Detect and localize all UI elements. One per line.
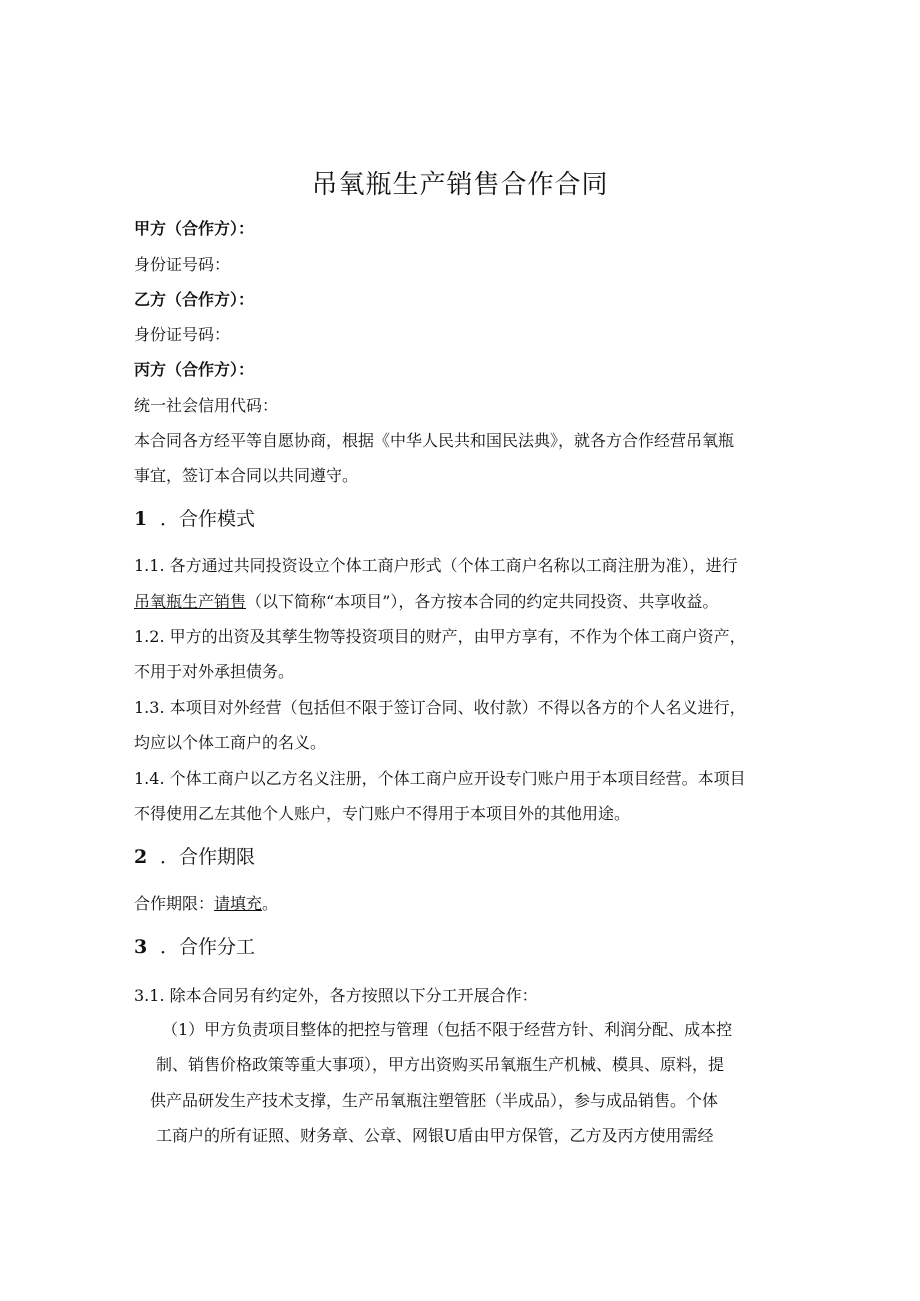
clause-1-2-line-2: 不用于对外承担债务。 bbox=[134, 662, 295, 681]
party-a-id-label: 身份证号码： bbox=[134, 255, 231, 274]
party-c-label: 丙方（合作方）： bbox=[134, 360, 255, 379]
intro-line-1: 本合同各方经平等自愿协商，根据《中华人民共和国民法典》，就各方合作经营吊氧瓶 bbox=[134, 431, 735, 450]
project-name-underlined: 吊氧瓶生产销售 bbox=[134, 592, 247, 611]
party-a-label: 甲方（合作方）： bbox=[134, 219, 255, 238]
section-3-number: 3 bbox=[134, 936, 148, 958]
clause-1-1-line-2 bbox=[134, 589, 718, 612]
clause-1-3-line-1: 1.3. 本项目对外经营（包括但不限于签订合同、收付款）不得以各方的个人名义进行， bbox=[134, 698, 746, 717]
section-1-heading bbox=[134, 504, 255, 531]
party-c-code-label: 统一社会信用代码： bbox=[134, 396, 279, 415]
term-end: 。 bbox=[262, 894, 279, 913]
term-value: 请填充 bbox=[214, 894, 263, 913]
clause-1-1-line-2-rest: （以下简称“本项目”），各方按本合同的约定共同投资、共享收益。 bbox=[246, 592, 719, 611]
clause-1-2-line-1: 1.2. 甲方的出资及其孳生物等投资项目的财产，由甲方享有，不作为个体工商户资产， bbox=[134, 627, 746, 646]
paragraph-1-line-4: 工商户的所有证照、财务章、公章、网银U盾由甲方保管，乙方及丙方使用需经 bbox=[156, 1126, 714, 1145]
section-2-heading bbox=[134, 842, 255, 869]
party-b-label: 乙方（合作方）： bbox=[134, 290, 255, 309]
clause-1-4-line-2: 不得使用乙左其他个人账户，专门账户不得用于本项目外的其他用途。 bbox=[134, 804, 631, 823]
section-3-heading bbox=[134, 932, 255, 959]
section-3-title: ．合作分工 bbox=[160, 936, 256, 958]
term-line bbox=[134, 891, 278, 914]
clause-1-1-line-1: 1.1. 各方通过共同投资设立个体工商户形式（个体工商户名称以工商注册为准），进行 bbox=[134, 556, 738, 575]
clause-1-4-line-1: 1.4. 个体工商户以乙方名义注册，个体工商户应开设专门账户用于本项目经营。本项目 bbox=[134, 769, 746, 788]
term-label: 合作期限： bbox=[134, 894, 215, 913]
paragraph-1-line-2: 制、销售价格政策等重大事项），甲方出资购买吊氧瓶生产机械、模具、原料，提 bbox=[156, 1055, 725, 1074]
section-1-number: 1 bbox=[134, 508, 148, 530]
intro-line-2: 事宜，签订本合同以共同遵守。 bbox=[134, 466, 359, 485]
paragraph-1-line-3: 供产品研发生产技术支撑，生产吊氧瓶注塑管胚（半成品），参与成品销售。个体 bbox=[150, 1091, 719, 1110]
section-2-number: 2 bbox=[134, 846, 148, 868]
paragraph-1-line-1: （1）甲方负责项目整体的把控与管理（包括不限于经营方针、利润分配、成本控 bbox=[162, 1020, 733, 1039]
section-2-title: ．合作期限 bbox=[160, 846, 256, 868]
section-1-title: ．合作模式 bbox=[160, 508, 256, 530]
clause-3-1: 3.1. 除本合同另有约定外，各方按照以下分工开展合作： bbox=[134, 986, 538, 1005]
page-title: 吊氧瓶生产销售合作合同 bbox=[311, 170, 609, 200]
party-b-id-label: 身份证号码： bbox=[134, 325, 231, 344]
clause-1-3-line-2: 均应以个体工商户的名义。 bbox=[134, 733, 327, 752]
